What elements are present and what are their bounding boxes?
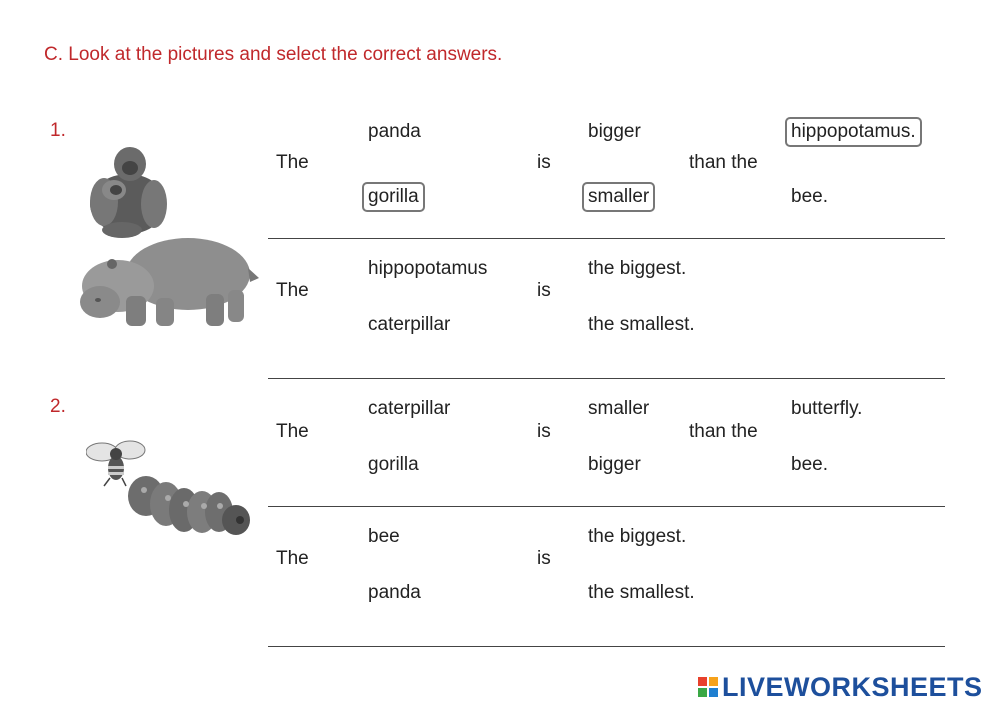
hippopotamus-image: [78, 228, 260, 332]
logo-square-blue: [709, 688, 718, 697]
superlative-option-biggest[interactable]: the biggest.: [588, 526, 687, 547]
question-number-1: 1.: [50, 120, 66, 141]
verb-is: is: [537, 152, 551, 173]
divider: [268, 646, 945, 647]
subject-option-gorilla[interactable]: gorilla: [368, 454, 419, 475]
logo-text: LIVEWORKSHEETS: [722, 671, 983, 702]
the-label: The: [276, 548, 309, 569]
logo-squares-icon: [698, 677, 718, 697]
than-the-label: than the: [689, 421, 758, 442]
subject-option-caterpillar[interactable]: caterpillar: [368, 314, 451, 335]
subject-option-caterpillar[interactable]: caterpillar: [368, 398, 451, 419]
object-option-hippopotamus-selected[interactable]: hippopotamus.: [785, 117, 922, 147]
instruction-heading: C. Look at the pictures and select the correct answers.: [44, 44, 503, 65]
the-label: The: [276, 280, 309, 301]
verb-is: is: [537, 421, 551, 442]
the-label: The: [276, 421, 309, 442]
question-number-2: 2.: [50, 396, 66, 417]
object-option-butterfly[interactable]: butterfly.: [791, 398, 863, 419]
verb-is: is: [537, 280, 551, 301]
verb-is: is: [537, 548, 551, 569]
superlative-option-smallest[interactable]: the smallest.: [588, 314, 695, 335]
subject-option-panda[interactable]: panda: [368, 582, 421, 603]
logo-square-red: [698, 677, 707, 686]
logo-square-green: [698, 688, 707, 697]
liveworksheets-logo: [698, 672, 983, 702]
divider: [268, 506, 945, 507]
subject-option-gorilla-selected[interactable]: gorilla: [362, 182, 425, 212]
object-option-bee[interactable]: bee.: [791, 186, 828, 207]
caterpillar-image: [124, 468, 254, 540]
subject-option-panda[interactable]: panda: [368, 121, 421, 142]
divider: [268, 378, 945, 379]
comparative-option-smaller[interactable]: smaller: [588, 398, 650, 419]
the-label: The: [276, 152, 309, 173]
subject-option-hippopotamus[interactable]: hippopotamus: [368, 258, 488, 279]
subject-option-bee[interactable]: bee: [368, 526, 400, 547]
gorilla-image: [82, 142, 174, 240]
comparative-option-bigger[interactable]: bigger: [588, 454, 641, 475]
divider: [268, 238, 945, 239]
object-option-bee[interactable]: bee.: [791, 454, 828, 475]
logo-square-orange: [709, 677, 718, 686]
comparative-option-bigger[interactable]: bigger: [588, 121, 641, 142]
superlative-option-smallest[interactable]: the smallest.: [588, 582, 695, 603]
superlative-option-biggest[interactable]: the biggest.: [588, 258, 687, 279]
comparative-option-smaller-selected[interactable]: smaller: [582, 182, 655, 212]
than-the-label: than the: [689, 152, 758, 173]
